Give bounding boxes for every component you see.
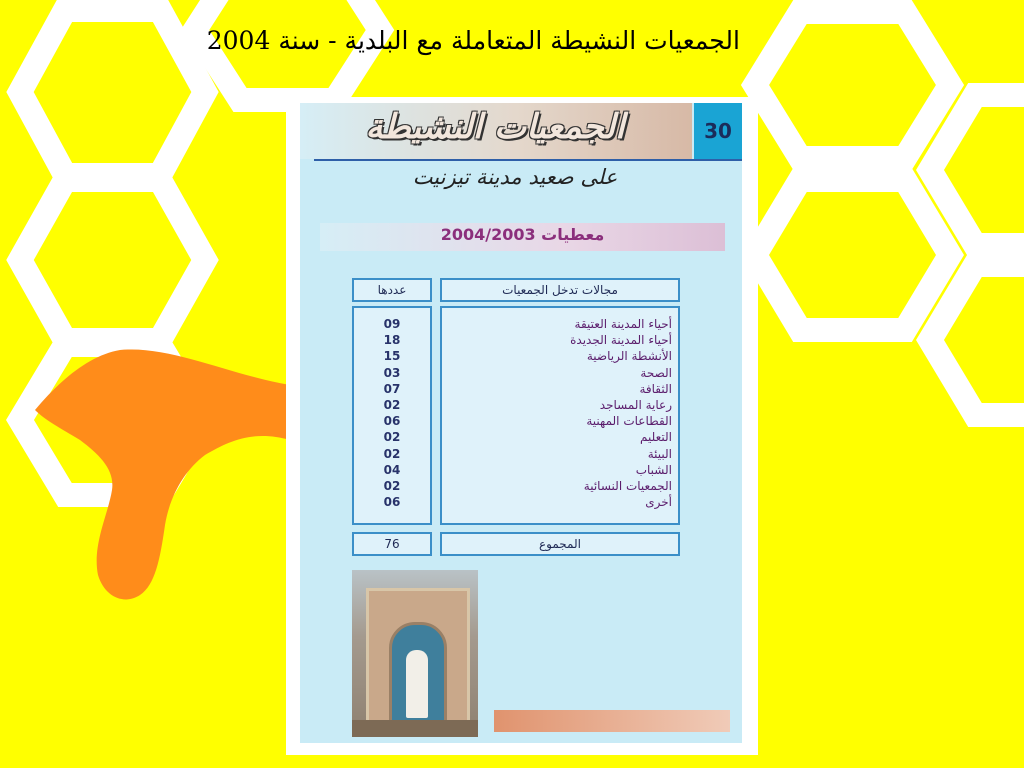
count-column (352, 306, 432, 525)
count-column-header (352, 278, 432, 302)
table-row-field: التعليم (640, 430, 672, 445)
table-row-count: 18 (383, 333, 401, 348)
page-number: 30 (694, 103, 742, 159)
table-row-field: أخرى (645, 495, 672, 510)
table-row-count: 09 (383, 317, 401, 331)
table-row-field: البيئة (647, 446, 672, 461)
ground (352, 720, 478, 737)
table-row-field: الأنشطة الرياضية (586, 349, 672, 364)
hexagon-shape (755, 12, 950, 158)
data-label: معطيات 2004/2003 (440, 225, 605, 244)
table-row-field: الثقافة (639, 381, 672, 396)
table-row-count: 03 (383, 365, 401, 380)
total-count-box (352, 532, 432, 556)
page-subtitle: على صعيد مدينة تيزنيت (412, 165, 618, 189)
field-column (440, 306, 680, 525)
total-label-box (440, 532, 680, 556)
hexagon-shape (755, 180, 950, 330)
field-header-label: مجالات تدخل الجمعيات (502, 283, 618, 297)
table-row-count: 15 (383, 349, 401, 364)
field-list (442, 308, 678, 510)
field-column-header (440, 278, 680, 302)
table-row-field: الجمعيات النسائية (583, 478, 672, 493)
header-band (300, 103, 692, 159)
table-row-count: 02 (383, 397, 401, 412)
hexagon-shape (20, 180, 205, 340)
table-row-count: 02 (383, 430, 401, 445)
doorway-photo (352, 570, 478, 737)
table-row-field: القطاعات المهنية (586, 414, 672, 429)
table-row-count: 02 (383, 446, 401, 461)
count-list (354, 308, 430, 510)
table-row-count: 06 (383, 495, 401, 510)
orange-drip-shape (35, 349, 290, 599)
scan-area (300, 103, 742, 743)
page-header-title: الجمعيات النشيطة (365, 107, 625, 147)
total-label: المجموع (539, 537, 581, 551)
total-count: 76 (384, 537, 400, 551)
table-row-field: الصحة (640, 365, 672, 380)
table-row-count: 04 (383, 462, 401, 477)
slide-title: الجمعيات النشيطة المتعاملة مع البلدية - سنة 2004 (206, 26, 740, 55)
table-row-count: 06 (383, 414, 401, 429)
table-row-field: الشباب (635, 462, 672, 477)
table-row-count: 07 (383, 381, 401, 396)
veiled-woman-figure (406, 650, 428, 718)
table-row-count: 02 (383, 478, 401, 493)
footer-bar (494, 710, 730, 732)
table-row-field: رعاية المساجد (599, 397, 672, 412)
count-header-label: عددها (377, 283, 407, 297)
header-divider (314, 159, 742, 161)
scanned-page (286, 97, 758, 755)
data-band (320, 223, 725, 251)
table-row-field: أحياء المدينة الجديدة (570, 333, 672, 348)
table-row-field: أحياء المدينة العتيقة (574, 317, 672, 331)
